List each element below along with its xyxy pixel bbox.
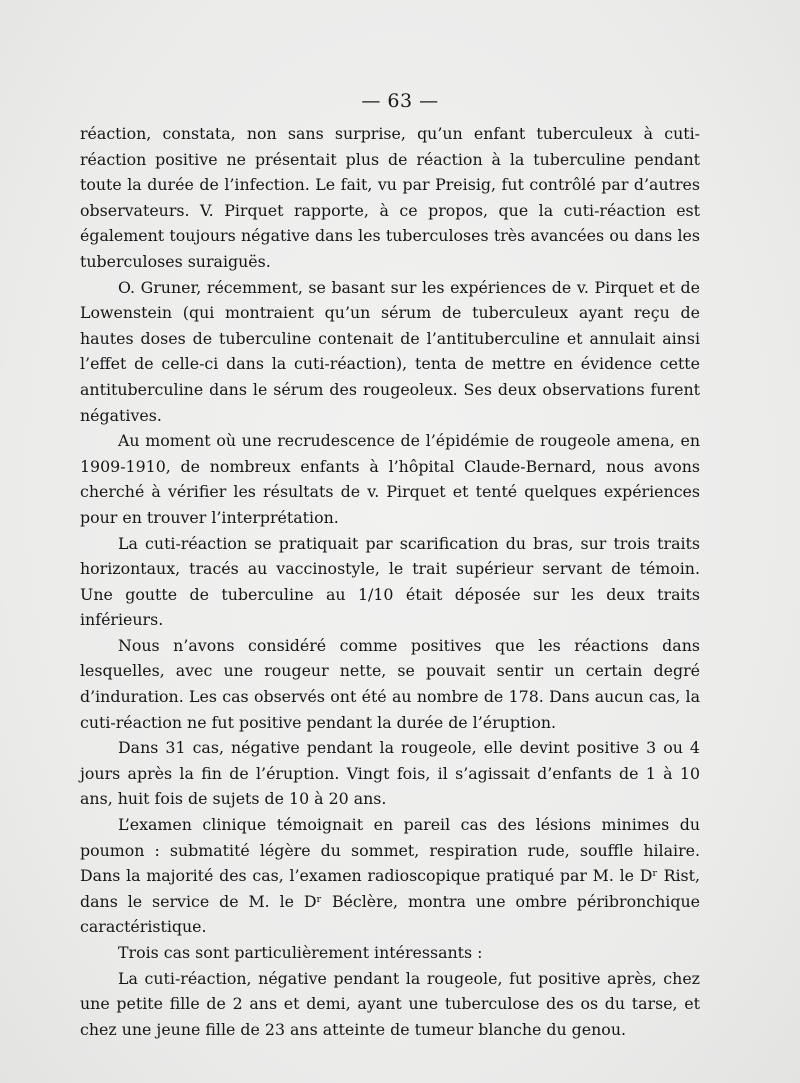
- paragraph-6: Dans 31 cas, négative pendant la rougeole, elle devint positive 3 ou 4 jours après la fin de l’éruption. Vingt fois, il s’agissait d’enfants de 1 à 10 ans, huit fois de sujets de 10 à 20 ans.: [80, 738, 700, 809]
- paragraph-5: Nous n’avons considéré comme positives que les réactions dans lesquelles, avec une rougeur nette, se pouvait sentir un certain degré d’induration. Les cas observés ont été au nombre de 178. Dans aucun cas, la cuti-réaction ne fut positive pendant la durée de l’éruption.: [80, 635, 700, 732]
- paragraph-4: La cuti-réaction se pratiquait par scarification du bras, sur trois traits horizontaux, tracés au vaccinostyle, le trait supérieur servant de témoin. Une goutte de tuberculine au 1/10 était déposée sur les deux traits inférieurs.: [80, 533, 700, 630]
- paragraph-8: Trois cas sont particulièrement intéressants :: [118, 943, 483, 962]
- paragraph-2: O. Gruner, récemment, se basant sur les expériences de v. Pirquet et de Lowenstein (qui montraient qu’un sérum de tuberculeux ayant reçu de hautes doses de tuberculine contenait de l’antituberculine et annulait ainsi l’effet de celle-ci dans la cuti-réaction), tenta de mettre en évidence cette antituberculine dans le sérum des rougeoleux. Ses deux observations furent négatives.: [80, 277, 700, 425]
- paragraph-3: Au moment où une recrudescence de l’épidémie de rougeole amena, en 1909-1910, de nombreux enfants à l’hôpital Claude-Bernard, nous avons cherché à vérifier les résultats de v. Pirquet et tenté quelques expériences pour en trouver l’interprétation.: [80, 431, 700, 527]
- page-number: — 63 —: [361, 90, 439, 112]
- paragraph-7: L’examen clinique témoignait en pareil cas des lésions minimes du poumon : submatité légère du sommet, respiration rude, souffle hilaire. Dans la majorité des cas, l’examen radioscopique pratiqué par M. le Dʳ Rist, dans le service de M. le Dʳ Béclère, montra une ombre péribronchique caractéristique.: [80, 815, 700, 937]
- paragraph-1: réaction, constata, non sans surprise, qu’un enfant tuberculeux à cuti-réaction positive ne présentait plus de réaction à la tuberculine pendant toute la durée de l’infection. Le fait, vu par Preisig, fut contrôlé par d’autres observateurs. V. Pirquet rapporte, à ce propos, que la cuti-réaction est également toujours négative dans les tuberculoses très avancées ou dans les tuberculoses suraiguës.: [80, 124, 700, 271]
- body-text: [80, 121, 700, 1042]
- paragraph-9: La cuti-réaction, négative pendant la rougeole, fut positive après, chez une petite fille de 2 ans et demi, ayant une tuberculose des os du tarse, et chez une jeune fille de 23 ans atteinte de tumeur blanche du genou.: [80, 968, 700, 1039]
